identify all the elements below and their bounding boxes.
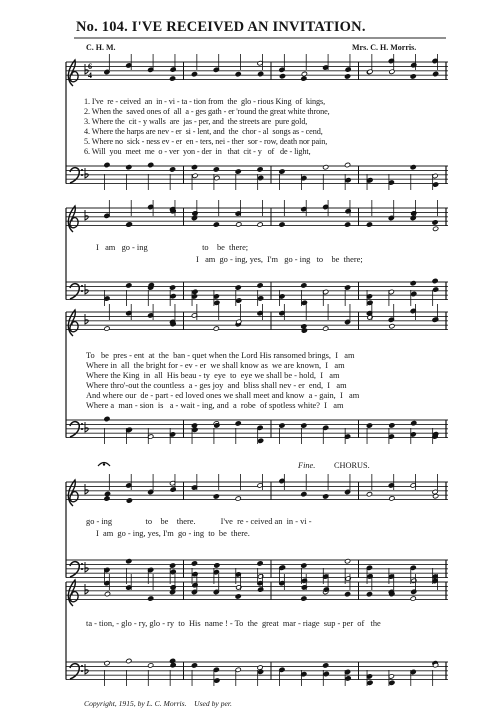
note-head bbox=[301, 423, 307, 428]
note-head bbox=[148, 663, 154, 668]
verse-line-4: 4. Where the harps are nev - er si - lent, and the chor - al songs as - cend, bbox=[84, 127, 323, 136]
time-signature-bottom: 4 bbox=[88, 71, 92, 80]
note-head bbox=[104, 661, 110, 666]
note-head bbox=[213, 589, 219, 594]
verse-line-1: 1. I've re - ceived an in - vi - ta - tion from the glo - rious King of kings, bbox=[84, 97, 326, 106]
note-head bbox=[279, 222, 285, 227]
note-head bbox=[323, 494, 329, 499]
note-head bbox=[169, 167, 175, 172]
note-head bbox=[432, 278, 438, 283]
note-head bbox=[366, 423, 372, 428]
system4-lyric-line-1: go - ing to be there. I've re - ceived an in - vi - bbox=[86, 517, 312, 526]
note-head bbox=[236, 222, 242, 227]
bass-staff bbox=[66, 658, 448, 686]
note-head bbox=[213, 167, 219, 172]
note-head bbox=[104, 326, 110, 331]
note-head bbox=[192, 289, 198, 294]
note-head bbox=[344, 74, 350, 79]
bass-staff bbox=[66, 278, 448, 306]
note-head bbox=[169, 589, 175, 594]
note-head bbox=[170, 294, 176, 299]
note-head bbox=[410, 74, 416, 79]
bass-clef bbox=[70, 284, 79, 299]
note-head bbox=[323, 165, 329, 170]
note-head bbox=[389, 324, 395, 329]
flat-sign bbox=[85, 484, 88, 494]
note-head bbox=[257, 222, 263, 227]
treble-staff bbox=[66, 474, 448, 506]
system3-lyric-line-3: Where the King in all His beau - ty eye to eye we shall be - hold, I am bbox=[86, 371, 340, 380]
note-head bbox=[235, 285, 241, 290]
note-head bbox=[191, 165, 197, 170]
system4-lyric-line-2: I am go - ing, yes, I'm go - ing to be there. bbox=[96, 529, 250, 538]
bass-staff bbox=[66, 559, 448, 584]
note-head bbox=[169, 285, 175, 290]
note-head bbox=[148, 596, 154, 601]
note-head bbox=[410, 596, 416, 601]
note-head bbox=[191, 561, 197, 566]
bass-clef bbox=[70, 168, 79, 183]
note-head bbox=[235, 594, 241, 599]
flat-sign bbox=[85, 314, 88, 324]
note-head bbox=[279, 423, 285, 428]
note-head bbox=[257, 283, 263, 288]
note-head bbox=[257, 561, 263, 566]
note-head bbox=[410, 165, 416, 170]
note-head bbox=[235, 421, 241, 426]
note-head bbox=[344, 162, 350, 167]
bass-clef-dot bbox=[81, 568, 83, 570]
note-head bbox=[235, 72, 241, 77]
bass-clef-dot bbox=[81, 423, 83, 425]
note-head bbox=[126, 427, 132, 432]
bass-staff bbox=[66, 162, 448, 190]
note-head bbox=[258, 296, 264, 301]
bass-clef-dot bbox=[81, 665, 83, 667]
note-head bbox=[388, 215, 394, 220]
note-head bbox=[258, 438, 264, 443]
bass-clef-dot bbox=[81, 563, 83, 565]
note-head bbox=[432, 220, 438, 225]
flat-sign bbox=[85, 168, 88, 178]
note-head bbox=[104, 491, 110, 496]
note-head bbox=[236, 298, 242, 303]
note-head bbox=[367, 178, 373, 183]
note-head bbox=[213, 222, 219, 227]
note-head bbox=[301, 563, 307, 568]
note-head bbox=[169, 76, 175, 81]
note-head bbox=[148, 489, 154, 494]
note-head bbox=[433, 287, 439, 292]
verse-line-3: 3. Where the cit - y walls are jas - per, and the streets are pure gold, bbox=[84, 117, 308, 126]
note-head bbox=[344, 489, 350, 494]
copyright-notice: Copyright, 1915, by L. C. Morris. Used by per. bbox=[84, 699, 232, 708]
note-head bbox=[126, 283, 132, 288]
note-head bbox=[126, 658, 132, 663]
note-head bbox=[235, 496, 241, 501]
note-head bbox=[389, 423, 395, 428]
treble-clef bbox=[68, 206, 78, 232]
system2-lyric-line-1: I am go - ing to be there; bbox=[96, 243, 249, 252]
note-head bbox=[192, 173, 198, 178]
note-head bbox=[433, 226, 439, 231]
bass-clef-dot bbox=[81, 285, 83, 287]
system3-lyric-line-5: And where our de - part - ed loved ones we shall meet and know a - gain, I am bbox=[86, 391, 360, 400]
note-head bbox=[301, 76, 307, 81]
chorus-label: CHORUS. bbox=[334, 461, 370, 470]
bass-clef-dot bbox=[81, 174, 83, 176]
note-head bbox=[258, 175, 264, 180]
note-head bbox=[214, 175, 220, 180]
system2-lyric-line-2: I am go - ing, yes, I'm go - ing to be there; bbox=[196, 255, 363, 264]
note-head bbox=[301, 596, 307, 601]
flat-sign bbox=[85, 562, 88, 572]
note-head bbox=[433, 182, 439, 187]
bass-clef bbox=[70, 562, 79, 577]
note-head bbox=[323, 671, 329, 676]
note-head bbox=[411, 421, 417, 426]
note-head bbox=[410, 281, 416, 286]
system3-lyric-line-1: To be pres - ent at the ban - quet when the Lord His ransomed brings, I am bbox=[86, 351, 355, 360]
treble-staff bbox=[66, 54, 448, 86]
bass-clef-dot bbox=[81, 169, 83, 171]
note-head bbox=[191, 72, 197, 77]
note-head bbox=[301, 492, 307, 497]
fermata-dot bbox=[103, 463, 105, 465]
note-head bbox=[148, 162, 154, 167]
verse-line-5: 5. Where no sick - ness ev - er en - ters, nei - ther sor - row, death nor pain, bbox=[84, 137, 328, 146]
treble-clef bbox=[68, 480, 78, 506]
treble-staff bbox=[66, 304, 448, 336]
note-head bbox=[104, 496, 110, 501]
flat-sign bbox=[85, 422, 88, 432]
verse-line-2: 2. When the saved ones of all a - ges gath - er 'round the great white throne, bbox=[84, 107, 330, 116]
note-head bbox=[126, 165, 132, 170]
note-head bbox=[213, 494, 219, 499]
note-head bbox=[235, 169, 241, 174]
note-head bbox=[126, 559, 132, 564]
flat-sign bbox=[85, 664, 88, 674]
note-head bbox=[104, 162, 110, 167]
bass-clef-dot bbox=[81, 290, 83, 292]
note-head bbox=[345, 178, 351, 183]
note-head bbox=[104, 591, 110, 596]
bass-staff bbox=[66, 416, 448, 444]
system3-lyric-line-6: Where a man - sion is a - wait - ing, and a robe of spotless white? I am bbox=[86, 401, 344, 410]
note-head bbox=[214, 678, 220, 683]
flat-sign bbox=[85, 584, 88, 594]
note-head bbox=[367, 680, 373, 685]
note-head bbox=[389, 496, 395, 501]
note-head bbox=[344, 285, 350, 290]
note-head bbox=[279, 565, 285, 570]
time-signature-top: 6 bbox=[88, 62, 92, 71]
note-head bbox=[126, 498, 132, 503]
note-head bbox=[345, 676, 351, 681]
treble-staff bbox=[66, 200, 448, 232]
treble-clef bbox=[68, 580, 78, 606]
system3-lyric-line-4: Where thro'-out the countless a - ges joy and bliss shall nev - er end, I am bbox=[86, 381, 347, 390]
note-head bbox=[104, 416, 110, 421]
note-head bbox=[301, 71, 307, 76]
bass-clef-dot bbox=[81, 670, 83, 672]
note-head bbox=[389, 680, 395, 685]
note-head bbox=[126, 222, 132, 227]
bass-clef bbox=[70, 664, 79, 679]
note-head bbox=[191, 589, 197, 594]
note-head bbox=[191, 663, 197, 668]
note-head bbox=[433, 71, 439, 76]
bass-clef-dot bbox=[81, 428, 83, 430]
note-head bbox=[258, 71, 264, 76]
note-head bbox=[323, 326, 329, 331]
note-head bbox=[301, 283, 307, 288]
note-head bbox=[213, 326, 219, 331]
note-head bbox=[344, 222, 350, 227]
fine-marking: Fine. bbox=[298, 461, 316, 470]
note-head bbox=[344, 592, 350, 597]
note-head bbox=[170, 569, 176, 574]
note-head bbox=[344, 559, 350, 564]
note-head bbox=[214, 563, 220, 568]
flat-sign bbox=[85, 284, 88, 294]
note-head bbox=[191, 215, 197, 220]
note-head bbox=[366, 492, 372, 497]
note-head bbox=[366, 592, 372, 597]
note-head bbox=[366, 222, 372, 227]
hymn-title: No. 104. I'VE RECEIVED AN INVITATION. bbox=[76, 19, 366, 35]
note-head bbox=[104, 69, 110, 74]
note-head bbox=[323, 663, 329, 668]
note-head bbox=[411, 291, 417, 296]
treble-clef bbox=[68, 310, 78, 336]
system5-lyric-line-1: ta - tion, - glo - ry, glo - ry to His name ! - To the great mar - riage sup - per of the bbox=[86, 619, 381, 628]
author-credit: Mrs. C. H. Morris. bbox=[352, 43, 417, 52]
note-head bbox=[344, 319, 350, 324]
bass-clef bbox=[70, 422, 79, 437]
verse-line-6: 6. Will you meet me o - ver yon - der in that cit - y of de - light, bbox=[84, 147, 311, 156]
note-head bbox=[257, 167, 263, 172]
composer-credit: C. H. M. bbox=[86, 43, 116, 52]
note-head bbox=[279, 74, 285, 79]
note-head bbox=[410, 215, 416, 220]
treble-clef bbox=[68, 60, 78, 86]
flat-sign bbox=[85, 210, 88, 220]
note-head bbox=[169, 563, 175, 568]
system3-lyric-line-2: Where in all the bright for - ev - er we shall know as we are known, I am bbox=[86, 361, 345, 370]
note-head bbox=[279, 169, 285, 174]
